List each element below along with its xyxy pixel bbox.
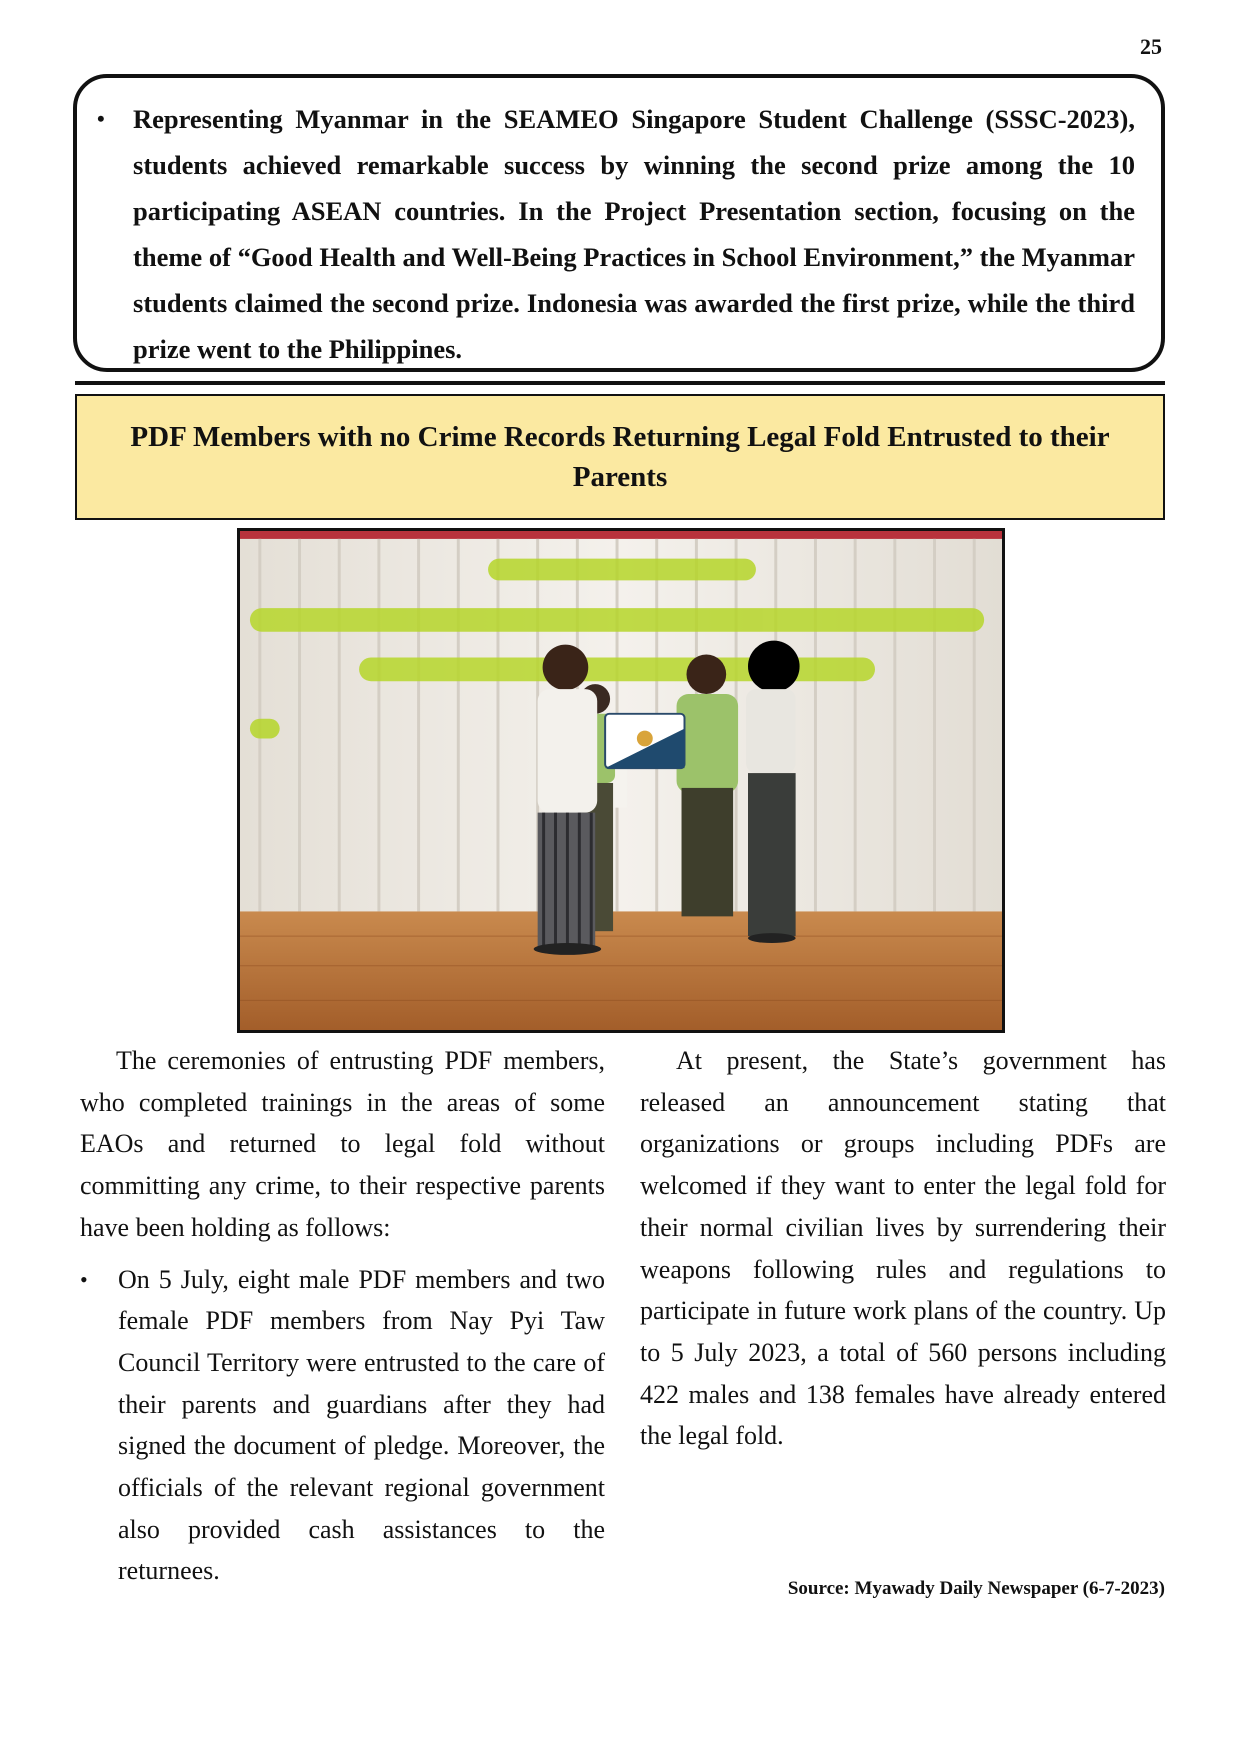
person-official xyxy=(534,645,601,955)
article-title-box xyxy=(75,394,1165,520)
left-column xyxy=(80,1040,605,1592)
page-number: 25 xyxy=(1140,34,1162,59)
highlight-text: Representing Myanmar in the SEAMEO Singapore Student Challenge (SSSC-2023), students achieved remarkable success by winning the second prize among the 10 participating ASEAN countries. In the Project Presentation section, focusing on the theme of “Good Health and Well-Being Practices in School Environment,” the Myanmar students claimed the second prize. Indonesia was awarded the first prize, while the third prize went to the Philippines. xyxy=(133,104,1135,364)
divider-rule xyxy=(75,381,1165,385)
highlight-item xyxy=(97,96,1135,372)
wooden-floor xyxy=(240,911,1002,1030)
intro-paragraph: The ceremonies of entrusting PDF members, who completed trainings in the areas of some EAOs and returned to legal fold without committing any crime, to their respective parents have been holding as follows: xyxy=(80,1046,605,1242)
right-column xyxy=(640,1040,1166,1457)
article-title: PDF Members with no Crime Records Returning Legal Fold Entrusted to their Parents xyxy=(130,421,1110,493)
event-text: On 5 July, eight male PDF members and two female PDF members from Nay Pyi Taw Council Territory were entrusted to the care of their parents and guardians after they had signed the document of pledge. Moreover, the officials of the relevant regional government also provided cash assistances to the returnees. xyxy=(118,1264,605,1586)
event-list xyxy=(80,1259,605,1593)
event-list-item xyxy=(80,1259,605,1593)
announcement-paragraph: At present, the State’s government has released an announcement stating that organizations or groups including PDFs are welcomed if they want to enter the legal fold for their normal civilian lives by surrendering their weapons following rules and regulations to participate in future work plans of the country. Up to 5 July 2023, a total of 560 persons including 422 males and 138 females have already entered the legal fold. xyxy=(640,1046,1166,1451)
highlight-box xyxy=(73,74,1165,372)
source-citation: Source: Myawady Daily Newspaper (6-7-2023) xyxy=(787,1578,1165,1599)
document-folder xyxy=(605,714,684,768)
bullet-icon: • xyxy=(80,1266,88,1292)
ceremony-photo xyxy=(237,528,1005,1033)
curtain-valance xyxy=(240,531,1002,539)
bullet-icon: • xyxy=(97,106,105,131)
ceremony-photo-illustration xyxy=(240,531,1002,1030)
